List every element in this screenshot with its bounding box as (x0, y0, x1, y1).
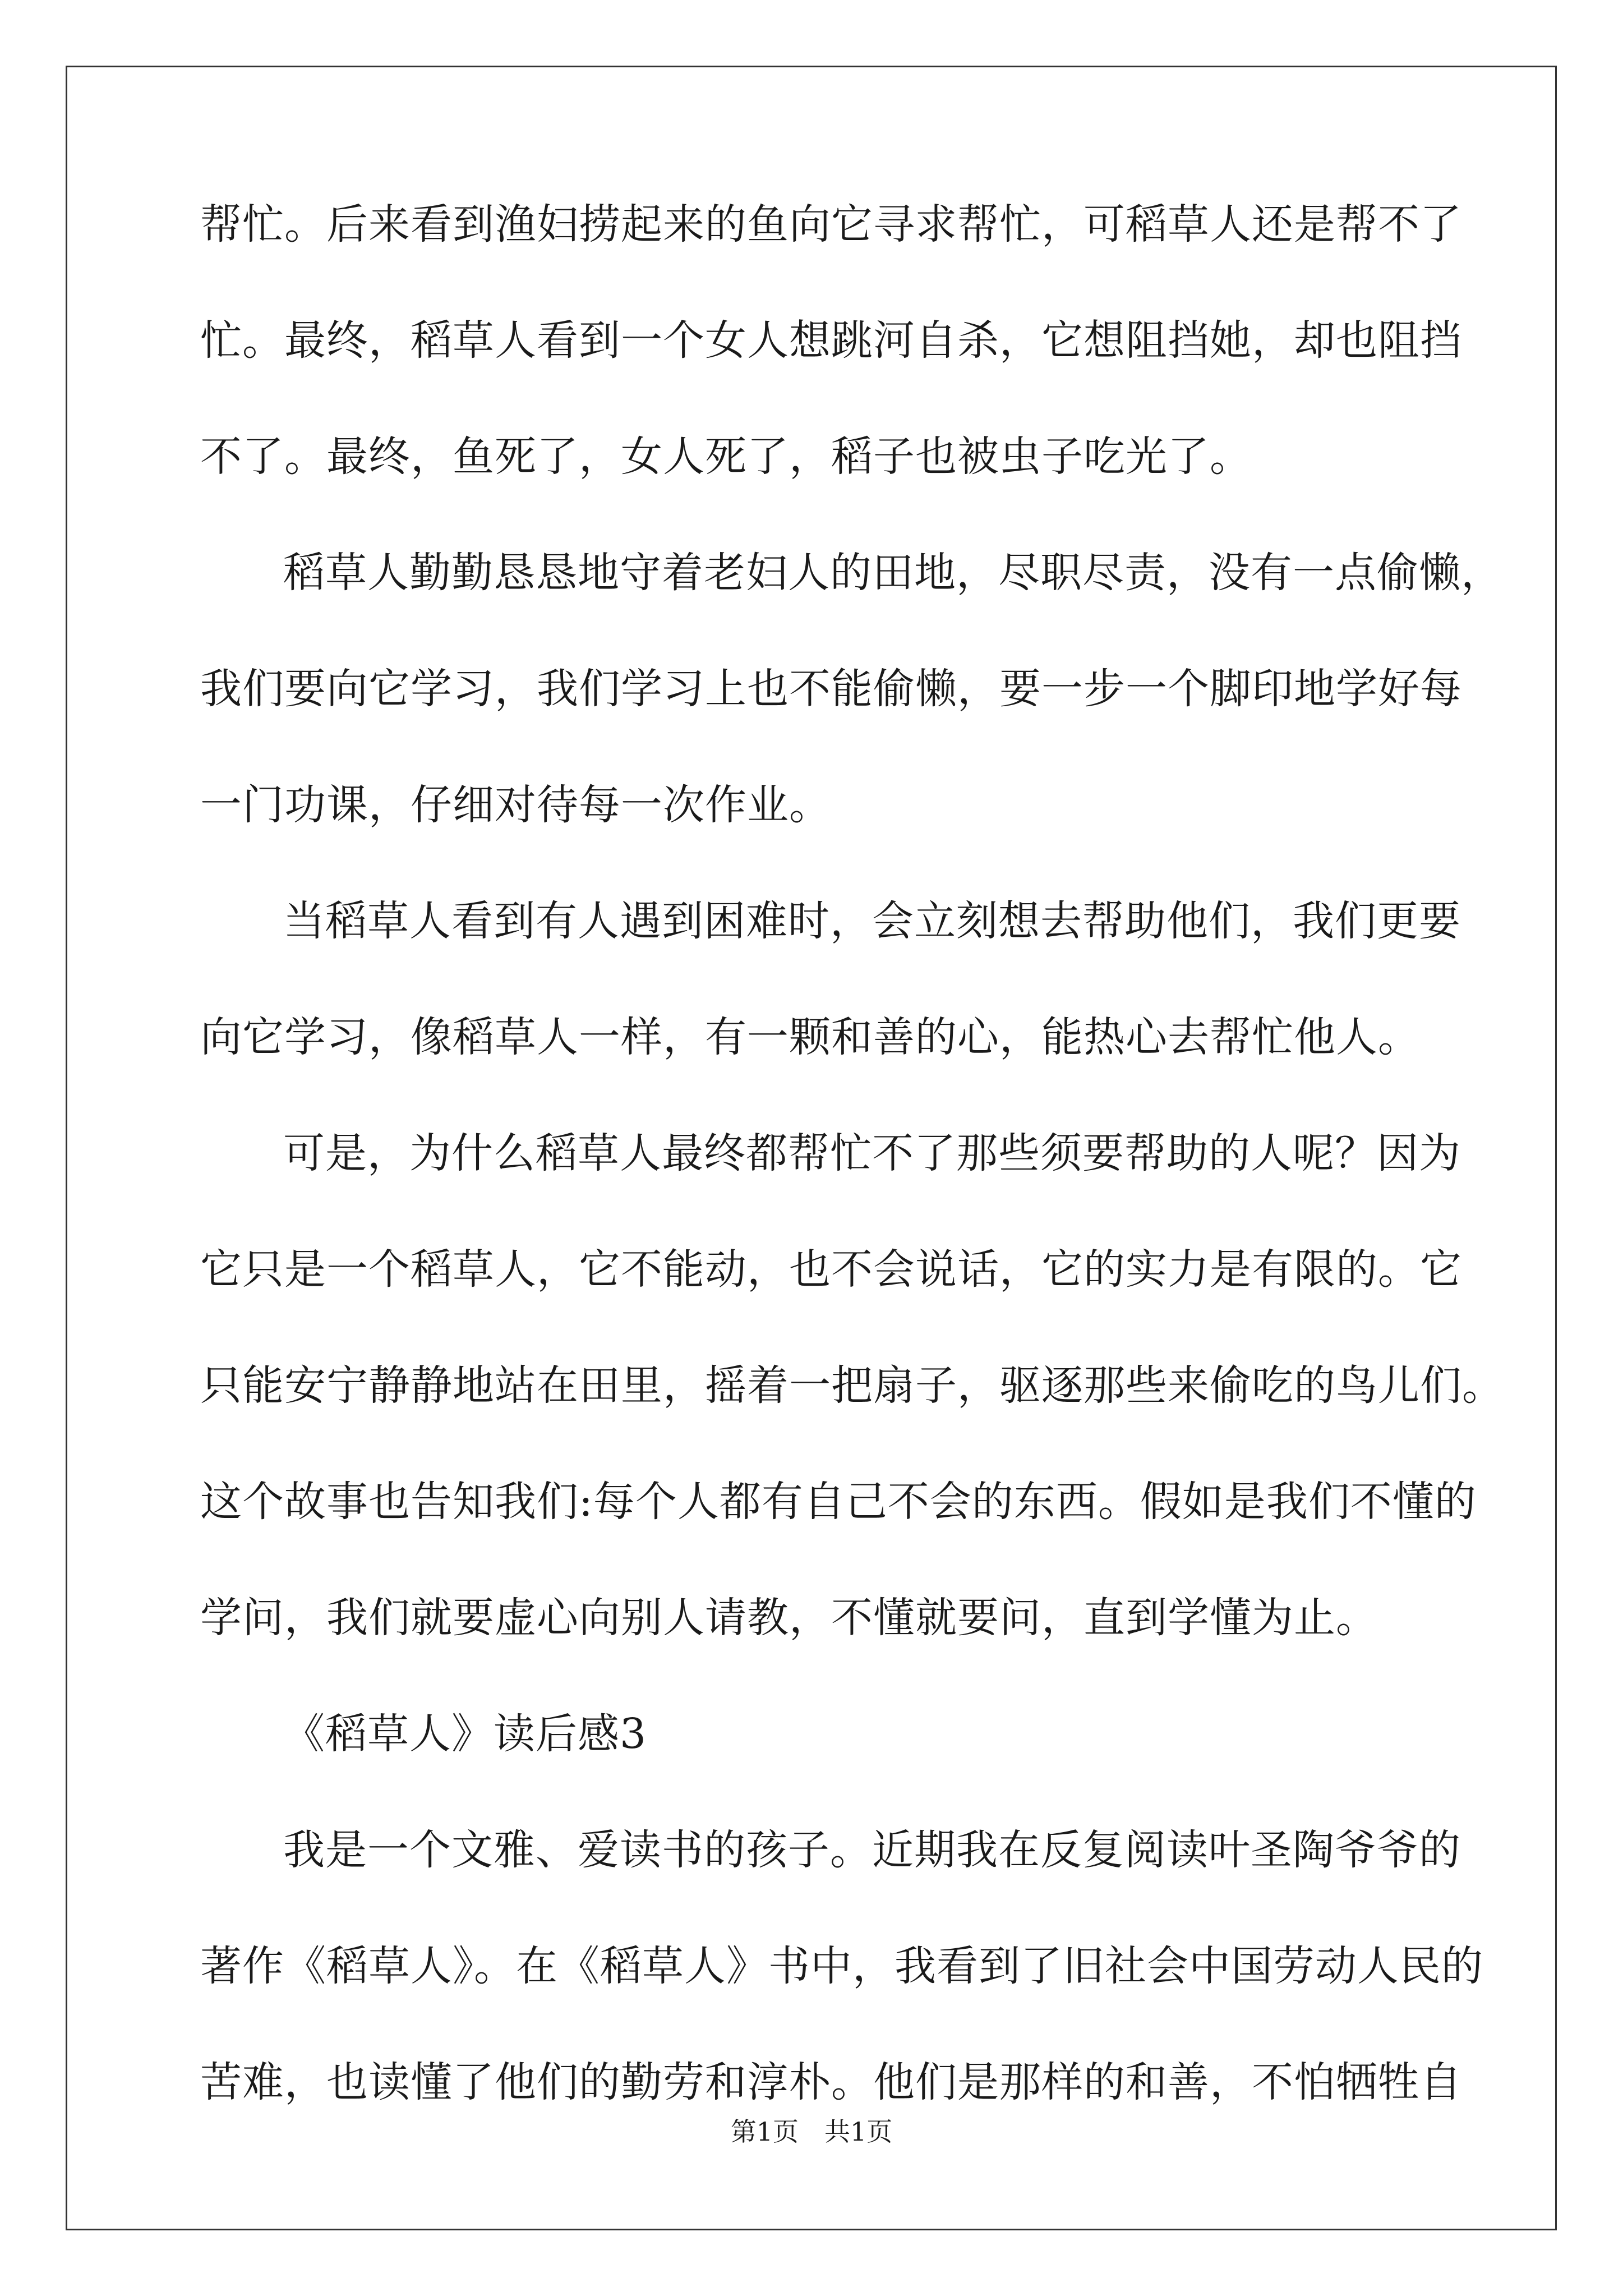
text-line: 向它学习，像稻草人一样，有一颗和善的心，能热心去帮忙他人。 (200, 1013, 1420, 1061)
text-line: 我们要向它学习，我们学习上也不能偷懒，要一步一个脚印地学好每 (200, 665, 1462, 713)
text-line: 不了。最终，鱼死了，女人死了，稻子也被虫子吃光了。 (200, 432, 1252, 481)
text-line: 这个故事也告知我们:每个人都有自己不会的东西。假如是我们不懂的 (200, 1478, 1477, 1526)
text-line: 我是一个文雅、爱读书的孩子。近期我在反复阅读叶圣陶爷爷的 (283, 1826, 1461, 1874)
section-heading: 《稻草人》读后感3 (283, 1710, 647, 1758)
text-line: 它只是一个稻草人，它不能动，也不会说话，它的实力是有限的。它 (200, 1245, 1462, 1294)
document-body (200, 196, 1504, 2170)
text-line: 著作《稻草人》。在《稻草人》书中，我看到了旧社会中国劳动人民的 (200, 1942, 1483, 1990)
page-number: 第1页 共1页 (730, 2116, 893, 2147)
text-line: 苦难，也读懂了他们的勤劳和淳朴。他们是那样的和善，不怕牺牲自 (200, 2058, 1462, 2106)
text-line: 帮忙。后来看到渔妇捞起来的鱼向它寻求帮忙，可稻草人还是帮不了 (200, 200, 1462, 249)
text-line: 忙。最终，稻草人看到一个女人想跳河自杀，它想阻挡她，却也阻挡 (200, 316, 1462, 365)
text-line: 稻草人勤勤恳恳地守着老妇人的田地，尽职尽责，没有一点偷懒， (283, 549, 1503, 597)
text-line: 一门功课，仔细对待每一次作业。 (200, 781, 831, 829)
text-line: 当稻草人看到有人遇到困难时，会立刻想去帮助他们，我们更要 (283, 897, 1461, 945)
text-line: 学问，我们就要虚心向别人请教，不懂就要问，直到学懂为止。 (200, 1594, 1378, 1642)
text-line: 只能安宁静静地站在田里，摇着一把扇子，驱逐那些来偷吃的鸟儿们。 (200, 1361, 1504, 1410)
text-line: 可是，为什么稻草人最终都帮忙不了那些须要帮助的人呢？因为 (283, 1129, 1461, 1177)
